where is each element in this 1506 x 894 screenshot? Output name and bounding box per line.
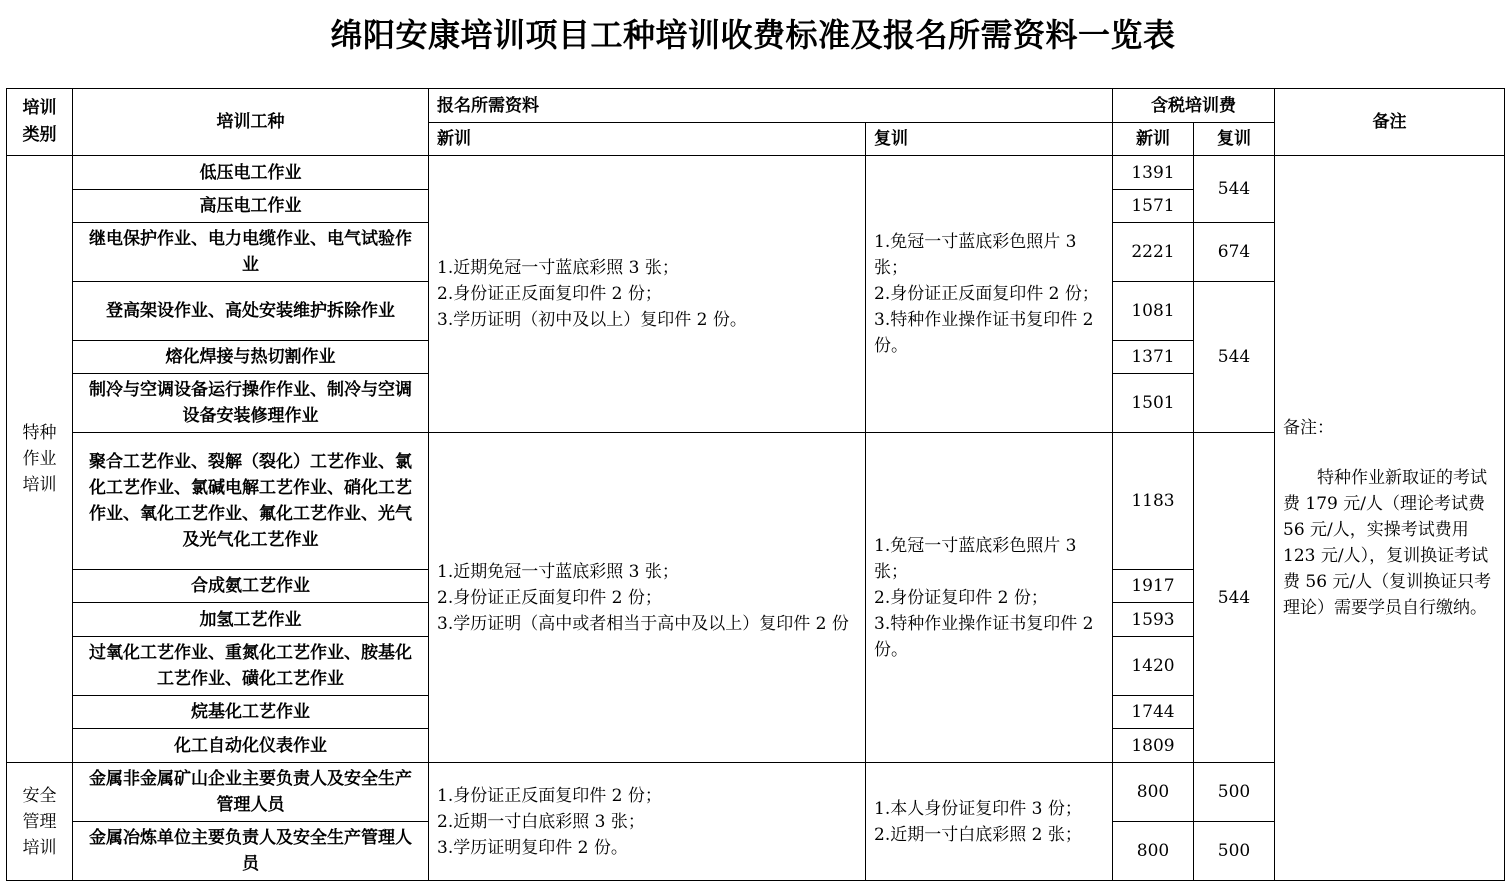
fee-new-cell: 1371	[1113, 341, 1194, 374]
fee-re-cell: 544	[1194, 433, 1275, 763]
fee-new-cell: 1744	[1113, 696, 1194, 729]
fee-new-cell: 800	[1113, 763, 1194, 822]
table-row-job: 合成氨工艺作业	[73, 570, 429, 603]
materials-re-group2	[866, 433, 1113, 763]
list-item: 2.身份证正反面复印件 2 份；	[437, 284, 662, 304]
list-item: 3.特种作业操作证书复印件 2 份。	[874, 613, 1094, 660]
list-item: 2.身份证正反面复印件 2 份；	[874, 284, 1099, 304]
list-item: 1.身份证正反面复印件 2 份；	[437, 785, 662, 806]
header-category: 培训 类别	[7, 89, 73, 156]
fee-new-cell: 2221	[1113, 223, 1194, 282]
header-remark: 备注	[1275, 89, 1505, 156]
fee-re-cell: 544	[1194, 156, 1275, 223]
list-item: 3.学历证明复印件 2 份。	[437, 837, 628, 858]
fee-new-cell: 1593	[1113, 603, 1194, 637]
header-materials-re: 复训	[866, 123, 1113, 156]
category-safety: 安全 管理 培训	[7, 763, 73, 881]
table-row-job: 烷基化工艺作业	[73, 696, 429, 729]
materials-new-group1	[429, 156, 866, 433]
header-fee-new: 新训	[1113, 123, 1194, 156]
materials-re-group1	[866, 156, 1113, 433]
remark-label: 备注：	[1283, 418, 1334, 438]
list-item: 3.学历证明（高中或者相当于高中及以上）复印件 2 份	[437, 613, 849, 634]
table-row-job: 高压电工作业	[73, 190, 429, 223]
table-row-job: 过氧化工艺作业、重氮化工艺作业、胺基化工艺作业、磺化工艺作业	[73, 637, 429, 696]
table-row-job: 低压电工作业	[73, 156, 429, 190]
list-item: 3.特种作业操作证书复印件 2 份。	[874, 310, 1094, 356]
materials-new-group3	[429, 763, 866, 881]
fee-new-cell: 1391	[1113, 156, 1194, 190]
table-row-job: 熔化焊接与热切割作业	[73, 341, 429, 374]
list-item: 2.身份证复印件 2 份；	[874, 587, 1048, 608]
table-row-job: 继电保护作业、电力电缆作业、电气试验作业	[73, 223, 429, 282]
fee-new-cell: 1081	[1113, 282, 1194, 341]
table-row-job: 金属冶炼单位主要负责人及安全生产管理人员	[73, 822, 429, 881]
table-row-job: 加氢工艺作业	[73, 603, 429, 637]
list-item: 2.近期一寸白底彩照 2 张；	[874, 824, 1082, 845]
table-row-job: 化工自动化仪表作业	[73, 729, 429, 763]
fee-new-cell: 800	[1113, 822, 1194, 881]
fee-new-cell: 1571	[1113, 190, 1194, 223]
fee-re-cell: 544	[1194, 282, 1275, 433]
header-materials: 报名所需资料	[429, 89, 1113, 123]
page-title: 绵阳安康培训项目工种培训收费标准及报名所需资料一览表	[330, 16, 1176, 54]
list-item: 1.免冠一寸蓝底彩色照片 3 张；	[874, 535, 1077, 582]
fee-re-cell: 500	[1194, 822, 1275, 881]
table-row-job: 制冷与空调设备运行操作作业、制冷与空调设备安装修理作业	[73, 374, 429, 433]
header-fee: 含税培训费	[1113, 89, 1275, 123]
materials-new-group2	[429, 433, 866, 763]
fee-new-cell: 1501	[1113, 374, 1194, 433]
list-item: 1.本人身份证复印件 3 份；	[874, 798, 1082, 819]
fee-table	[6, 88, 1505, 881]
list-item: 1.近期免冠一寸蓝底彩照 3 张；	[437, 561, 679, 582]
header-materials-new: 新训	[429, 123, 866, 156]
remark-cell	[1275, 156, 1505, 881]
fee-new-cell: 1917	[1113, 570, 1194, 603]
list-item: 1.近期免冠一寸蓝底彩照 3 张；	[437, 258, 679, 278]
table-row-job: 登高架设作业、高处安装维护拆除作业	[73, 282, 429, 341]
list-item: 2.近期一寸白底彩照 3 张；	[437, 811, 645, 832]
table-row-job: 聚合工艺作业、裂解（裂化）工艺作业、氯化工艺作业、氯碱电解工艺作业、硝化工艺作业、氧化工艺作业、氟化工艺作业、光气及光气化工艺作业	[73, 433, 429, 570]
fee-re-cell: 500	[1194, 763, 1275, 822]
category-special: 特种 作业 培训	[7, 156, 73, 763]
materials-re-group3	[866, 763, 1113, 881]
list-item: 3.学历证明（初中及以上）复印件 2 份。	[437, 310, 747, 330]
fee-new-cell: 1809	[1113, 729, 1194, 763]
fee-new-cell: 1183	[1113, 433, 1194, 570]
list-item: 2.身份证正反面复印件 2 份；	[437, 587, 662, 608]
header-fee-re: 复训	[1194, 123, 1275, 156]
fee-re-cell: 674	[1194, 223, 1275, 282]
table-row-job: 金属非金属矿山企业主要负责人及安全生产管理人员	[73, 763, 429, 822]
remark-text: 特种作业新取证的考试费 179 元/人（理论考试费 56 元/人，实操考试费用 123 元/人），复训换证考试费 56 元/人（复训换证只考理论）需要学员自行缴纳。	[1283, 468, 1492, 618]
header-job: 培训工种	[73, 89, 429, 156]
fee-new-cell: 1420	[1113, 637, 1194, 696]
list-item: 1.免冠一寸蓝底彩色照片 3 张；	[874, 232, 1077, 278]
